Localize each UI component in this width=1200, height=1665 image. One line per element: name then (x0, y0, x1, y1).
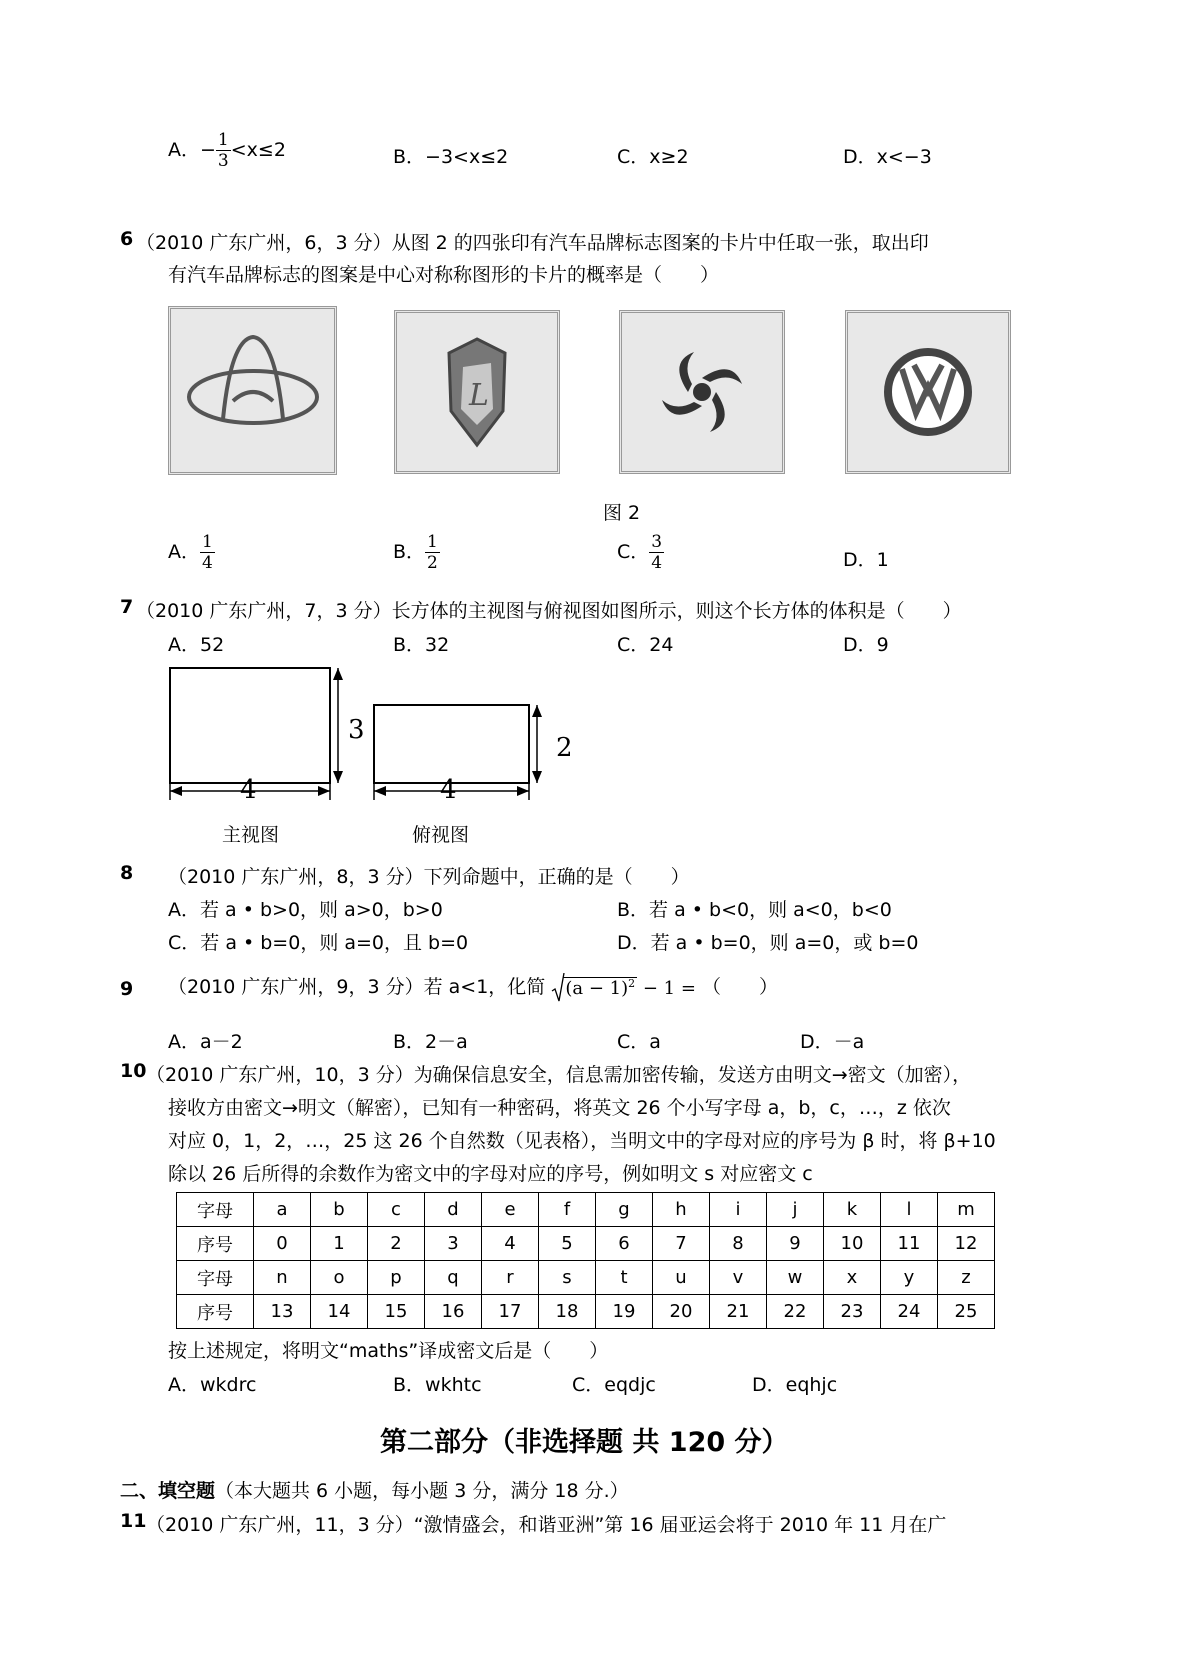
table-cell: 25 (938, 1295, 995, 1329)
q6-option-d: D．1 (843, 549, 889, 571)
q6-number: 6 (120, 228, 134, 250)
table-cell: y (881, 1261, 938, 1295)
part2-title: 第二部分（非选择题 共 120 分） (380, 1427, 789, 1458)
table-cell: 5 (539, 1227, 596, 1261)
table-cell: 21 (710, 1295, 767, 1329)
q8-option-c: C．若 a • b=0，则 a=0，且 b=0 (168, 932, 469, 954)
q5-option-c: C．x≥2 (617, 146, 689, 168)
logo-card-swirl (619, 310, 785, 474)
table-cell: 16 (425, 1295, 482, 1329)
q8-option-b: B．若 a • b<0，则 a<0，b<0 (617, 899, 892, 921)
table-cell: i (710, 1193, 767, 1227)
logo-card-chery (168, 306, 337, 475)
table-cell: 17 (482, 1295, 539, 1329)
q7-option-c: C．24 (617, 634, 674, 656)
q8-number: 8 (120, 862, 134, 884)
table-cell: 11 (881, 1227, 938, 1261)
q9-stem: （2010 广东广州，9，3 分）若 a<1，化简 $(a - 1)^2 - 1$ = （ ） (168, 972, 778, 999)
table-cell: v (710, 1261, 767, 1295)
table-cell: 10 (824, 1227, 881, 1261)
table-cell: 6 (596, 1227, 653, 1261)
q7-option-d: D．9 (843, 634, 889, 656)
table-row-header: 字母 (177, 1193, 254, 1227)
q7-option-a: A．52 (168, 634, 225, 656)
q10-stem-line1: （2010 广东广州，10，3 分）为确保信息安全，信息需加密传输，发送方由明文→密文（加密）， (146, 1064, 972, 1086)
table-cell: c (368, 1193, 425, 1227)
q10-stem-line3: 对应 0，1，2，…，25 这 26 个自然数（见表格），当明文中的字母对应的序号为 β 时，将 β+10 (168, 1130, 996, 1152)
q5-option-b: B．−3<x≤2 (393, 146, 509, 168)
table-cell: h (653, 1193, 710, 1227)
table-row (177, 1227, 995, 1261)
q7-stem: （2010 广东广州，7，3 分）长方体的主视图与俯视图如图所示，则这个长方体的体积是（ ） (136, 600, 962, 622)
table-cell: n (254, 1261, 311, 1295)
table-cell: 1 (311, 1227, 368, 1261)
figure-2-caption: 图 2 (603, 502, 641, 524)
q5-option-a-fraction: $\frac{1}{3}$ (217, 130, 229, 171)
table-cell: a (254, 1193, 311, 1227)
q8-stem: （2010 广东广州，8，3 分）下列命题中，正确的是（ ） (168, 866, 690, 888)
swirl-logo-icon (622, 313, 782, 471)
q9-option-c: C．a (617, 1031, 661, 1053)
table-cell: k (824, 1193, 881, 1227)
top-view-height-label: 2 (556, 733, 573, 763)
q5-option-a: A．− $\frac{1}{3}$ <x≤2 (168, 130, 286, 171)
table-cell: w (767, 1261, 824, 1295)
q8-option-a: A．若 a • b>0，则 a>0，b>0 (168, 899, 443, 921)
q6-option-b: B． $\frac{1}{2}$ (393, 532, 438, 573)
table-row (177, 1193, 995, 1227)
q7-number: 7 (120, 596, 134, 618)
table-cell: q (425, 1261, 482, 1295)
table-cell: 2 (368, 1227, 425, 1261)
table-cell: 20 (653, 1295, 710, 1329)
top-view-width-label: 4 (440, 775, 457, 805)
q10-number: 10 (120, 1060, 147, 1082)
table-cell: 7 (653, 1227, 710, 1261)
logo-card-shield (394, 310, 560, 474)
q6-stem-line2: 有汽车品牌标志的图案是中心对称称图形的卡片的概率是（ ） (168, 264, 720, 286)
table-cell: 13 (254, 1295, 311, 1329)
table-cell: 9 (767, 1227, 824, 1261)
table-cell: 3 (425, 1227, 482, 1261)
table-row-header: 字母 (177, 1261, 254, 1295)
q10-option-c: C．eqdjc (572, 1374, 656, 1396)
table-cell: m (938, 1193, 995, 1227)
table-cell: 22 (767, 1295, 824, 1329)
table-cell: e (482, 1193, 539, 1227)
front-view-caption: 主视图 (222, 824, 280, 846)
table-row (177, 1261, 995, 1295)
table-cell: s (539, 1261, 596, 1295)
svg-text:L: L (469, 378, 489, 413)
q10-option-b: B．wkhtc (393, 1374, 482, 1396)
front-view-height-label: 3 (348, 715, 365, 745)
table-cell: d (425, 1193, 482, 1227)
q5-option-d: D．x<−3 (843, 146, 932, 168)
table-row-header: 序号 (177, 1295, 254, 1329)
q7-option-b: B．32 (393, 634, 450, 656)
table-cell: l (881, 1193, 938, 1227)
table-row-header: 序号 (177, 1227, 254, 1261)
table-cell: z (938, 1261, 995, 1295)
q10-option-d: D．eqhjc (752, 1374, 838, 1396)
table-cell: 23 (824, 1295, 881, 1329)
q10-option-a: A．wkdrc (168, 1374, 257, 1396)
table-cell: 14 (311, 1295, 368, 1329)
q10-after-table: 按上述规定，将明文“maths”译成密文后是（ ） (168, 1340, 609, 1362)
q6-option-c: C． $\frac{3}{4}$ (617, 532, 663, 573)
volkswagen-logo-icon (848, 313, 1008, 471)
q10-stem-line4: 除以 26 后所得的余数作为密文中的字母对应的序号，例如明文 s 对应密文 c (168, 1163, 813, 1185)
q6-stem-line1: （2010 广东广州，6，3 分）从图 2 的四张印有汽车品牌标志图案的卡片中任取一张，取出印 (136, 232, 929, 254)
q9-option-a: A．a－2 (168, 1031, 243, 1053)
cipher-table (176, 1192, 995, 1329)
table-cell: x (824, 1261, 881, 1295)
q7-three-view-diagram (160, 660, 600, 835)
logo-card-volkswagen (845, 310, 1011, 474)
table-cell: j (767, 1193, 824, 1227)
q11-number: 11 (120, 1510, 147, 1532)
table-cell: 4 (482, 1227, 539, 1261)
table-cell: r (482, 1261, 539, 1295)
table-cell: 19 (596, 1295, 653, 1329)
q9-radical-expression: $(a - 1)^2 - 1$ = (551, 977, 696, 999)
q9-option-d: D．－a (800, 1031, 865, 1053)
q6-option-a: A． $\frac{1}{4}$ (168, 532, 213, 573)
top-view-caption: 俯视图 (412, 824, 470, 846)
q11-stem-line1: （2010 广东广州，11，3 分）“激情盛会，和谐亚洲”第 16 届亚运会将于 2010 年 11 月在广 (146, 1514, 947, 1536)
table-cell: o (311, 1261, 368, 1295)
section-fill-in-heading: 二、填空题（本大题共 6 小题，每小题 3 分，满分 18 分.） (120, 1480, 629, 1502)
q9-number: 9 (120, 978, 134, 1000)
table-cell: 0 (254, 1227, 311, 1261)
shield-logo-icon (397, 313, 557, 471)
table-cell: t (596, 1261, 653, 1295)
front-view-width-label: 4 (240, 775, 257, 805)
table-cell: u (653, 1261, 710, 1295)
table-cell: f (539, 1193, 596, 1227)
table-cell: 15 (368, 1295, 425, 1329)
table-row (177, 1295, 995, 1329)
q9-option-b: B．2－a (393, 1031, 468, 1053)
q10-stem-line2: 接收方由密文→明文（解密），已知有一种密码，将英文 26 个小写字母 a，b，c，…，z 依次 (168, 1097, 951, 1119)
table-cell: b (311, 1193, 368, 1227)
table-cell: g (596, 1193, 653, 1227)
table-cell: 24 (881, 1295, 938, 1329)
table-cell: 18 (539, 1295, 596, 1329)
table-cell: p (368, 1261, 425, 1295)
chery-logo-icon (171, 309, 334, 472)
table-cell: 12 (938, 1227, 995, 1261)
table-cell: 8 (710, 1227, 767, 1261)
q8-option-d: D．若 a • b=0，则 a=0，或 b=0 (617, 932, 919, 954)
